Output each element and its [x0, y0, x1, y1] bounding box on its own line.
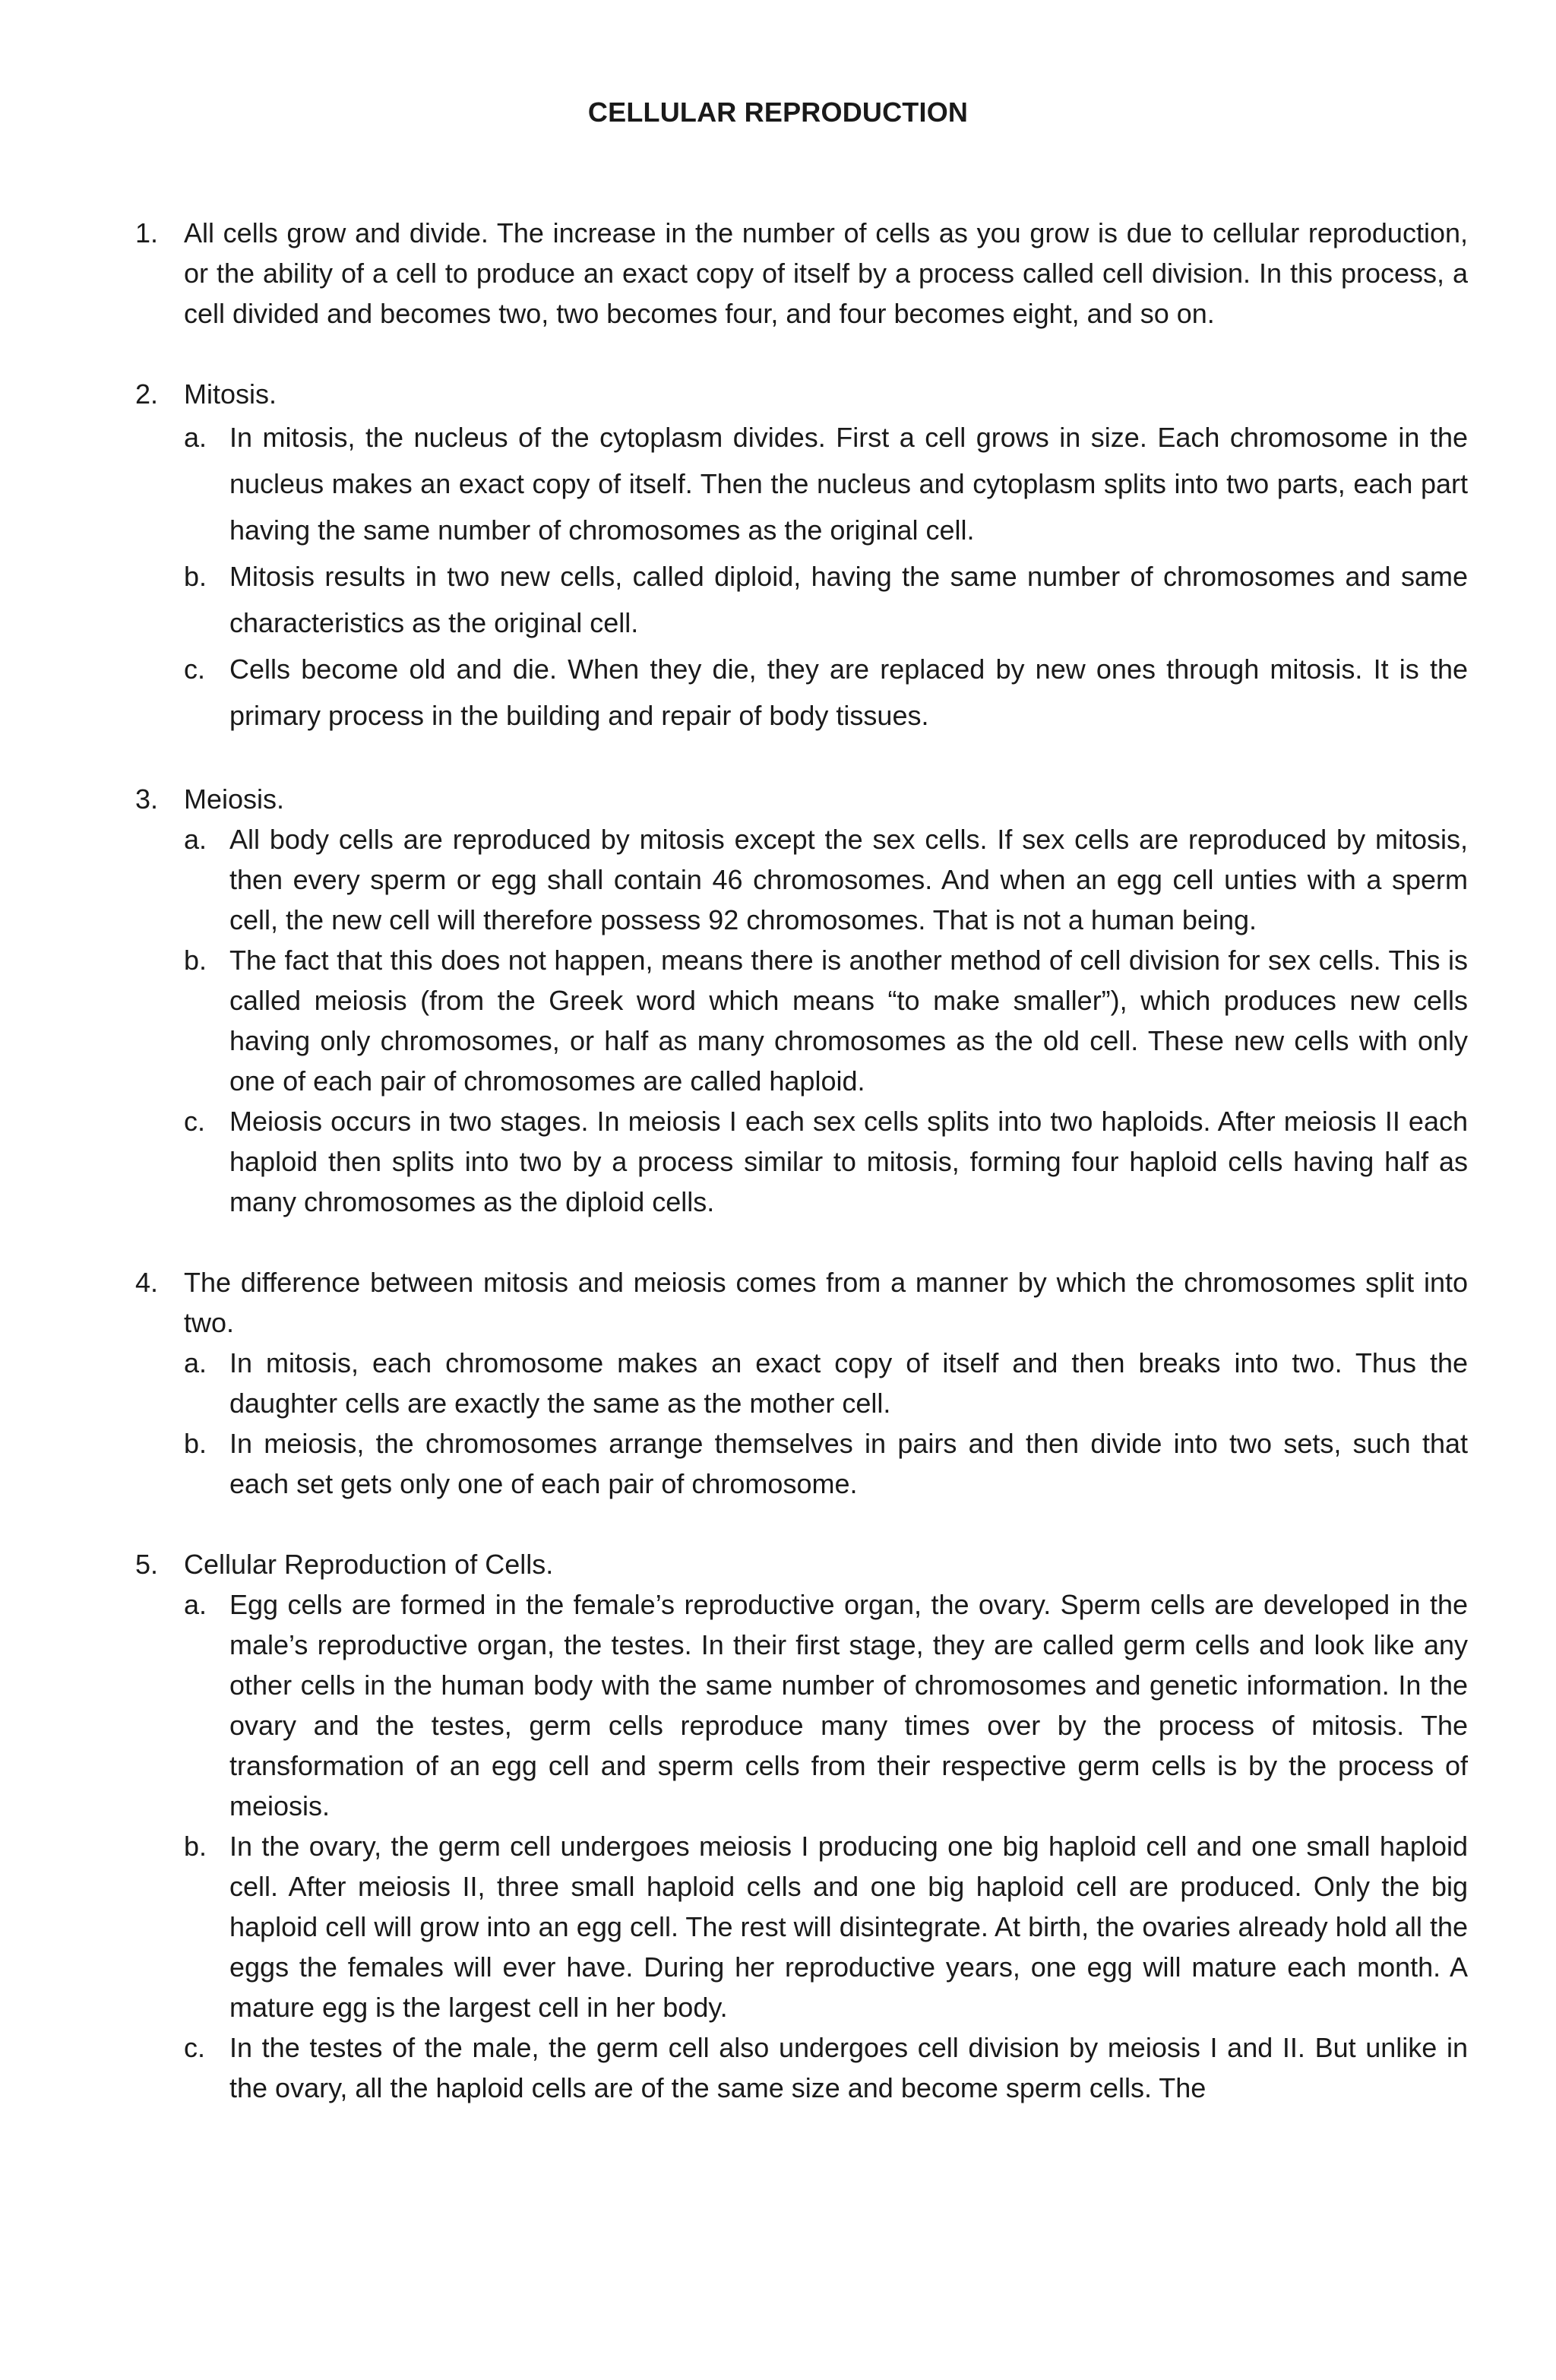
- section-heading: Meiosis.: [184, 783, 285, 815]
- item-text: In the ovary, the germ cell undergoes meiosis I producing one big haploid cell and one small haploid cell. After meiosis II, three small haploid cells and one big haploid cell are produced. Only the big haploid cell will grow into an egg cell. The rest will disintegrate. At birth, the ovaries already hold all the eggs the females will ever have. During her reproductive years, one egg will mature each month. A mature egg is the largest cell in her body.: [229, 1831, 1468, 2023]
- item-text: Meiosis occurs in two stages. In meiosis I each sex cells splits into two haploids. After meiosis II each haploid then splits into two by a process similar to mitosis, forming four haploid cells having half as many chromosomes as the diploid cells.: [229, 1106, 1468, 1217]
- section-4: [135, 1262, 1468, 1504]
- section-number: 1.: [135, 217, 159, 248]
- list-item: [184, 1826, 1468, 2027]
- item-letter: c.: [184, 654, 206, 685]
- list-item: [184, 1101, 1468, 1222]
- list-item: [184, 646, 1468, 739]
- section-number: 5.: [135, 1549, 159, 1580]
- item-letter: b.: [184, 561, 207, 592]
- item-letter: a.: [184, 1589, 207, 1620]
- item-letter: b.: [184, 945, 207, 976]
- item-letter: c.: [184, 2032, 206, 2063]
- section-1: [135, 213, 1468, 334]
- list-item: [184, 414, 1468, 553]
- section-paragraph: All cells grow and divide. The increase in the number of cells as you grow is due to cellular reproduction, or the ability of a cell to produce an exact copy of itself by a process called cell division. In this process, a cell divided and becomes two, two becomes four, and four becomes eight, and so on.: [184, 217, 1468, 329]
- item-text: Cells become old and die. When they die, they are replaced by new ones through mitosis. It is the primary process in the building and repair of body tissues.: [229, 654, 1468, 731]
- section-number: 4.: [135, 1267, 159, 1298]
- subitem-list: [184, 1343, 1468, 1504]
- item-letter: c.: [184, 1106, 206, 1137]
- section-2: [135, 374, 1468, 739]
- list-item: [184, 1343, 1468, 1423]
- item-letter: a.: [184, 824, 207, 855]
- item-text: In meiosis, the chromosomes arrange themselves in pairs and then divide into two sets, such that each set gets only one of each pair of chromosome.: [229, 1428, 1468, 1499]
- item-letter: b.: [184, 1428, 207, 1459]
- subitem-list: [184, 1584, 1468, 2108]
- list-item: [184, 819, 1468, 940]
- item-letter: b.: [184, 1831, 207, 1862]
- item-text: Mitosis results in two new cells, called diploid, having the same number of chromosomes and same characteristics as the original cell.: [229, 561, 1468, 638]
- item-letter: a.: [184, 1347, 207, 1378]
- section-5: [135, 1544, 1468, 2108]
- item-text: The fact that this does not happen, means there is another method of cell division for sex cells. This is called meiosis (from the Greek word which means “to make smaller”), which produces new cells having only chromosomes, or half as many chromosomes as the old cell. These new cells with only one of each pair of chromosomes are called haploid.: [229, 945, 1468, 1097]
- item-text: All body cells are reproduced by mitosis except the sex cells. If sex cells are reproduced by mitosis, then every sperm or egg shall contain 46 chromosomes. And when an egg cell unties with a sperm cell, the new cell will therefore possess 92 chromosomes. That is not a human being.: [229, 824, 1468, 935]
- section-heading: Cellular Reproduction of Cells.: [184, 1549, 554, 1580]
- subitem-list: [184, 414, 1468, 739]
- item-text: In mitosis, each chromosome makes an exact copy of itself and then breaks into two. Thus the daughter cells are exactly the same as the mother cell.: [229, 1347, 1468, 1419]
- item-text: Egg cells are formed in the female’s reproductive organ, the ovary. Sperm cells are developed in the male’s reproductive organ, the testes. In their first stage, they are called germ cells and look like any other cells in the human body with the same number of chromosomes and genetic information. In the ovary and the testes, germ cells reproduce many times over by the process of mitosis. The transformation of an egg cell and sperm cells from their respective germ cells is by the process of meiosis.: [229, 1589, 1468, 1821]
- list-item: [184, 940, 1468, 1101]
- section-heading: Mitosis.: [184, 378, 277, 410]
- item-text: In mitosis, the nucleus of the cytoplasm divides. First a cell grows in size. Each chromosome in the nucleus makes an exact copy of itself. Then the nucleus and cytoplasm splits into two parts, each part having the same number of chromosomes as the original cell.: [229, 422, 1468, 546]
- page-title: CELLULAR REPRODUCTION: [587, 97, 969, 128]
- list-item: [184, 553, 1468, 646]
- item-letter: a.: [184, 422, 207, 453]
- list-item: [184, 1584, 1468, 1826]
- list-item: [184, 2027, 1468, 2108]
- section-heading: The difference between mitosis and meiosis comes from a manner by which the chromosomes split into two.: [184, 1267, 1468, 1338]
- section-3: [135, 779, 1468, 1222]
- subitem-list: [184, 819, 1468, 1222]
- document-body: [135, 213, 1468, 2148]
- item-text: In the testes of the male, the germ cell also undergoes cell division by meiosis I and II. But unlike in the ovary, all the haploid cells are of the same size and become sperm cells. The: [229, 2032, 1468, 2103]
- section-number: 2.: [135, 378, 159, 410]
- list-item: [184, 1423, 1468, 1504]
- section-number: 3.: [135, 783, 159, 815]
